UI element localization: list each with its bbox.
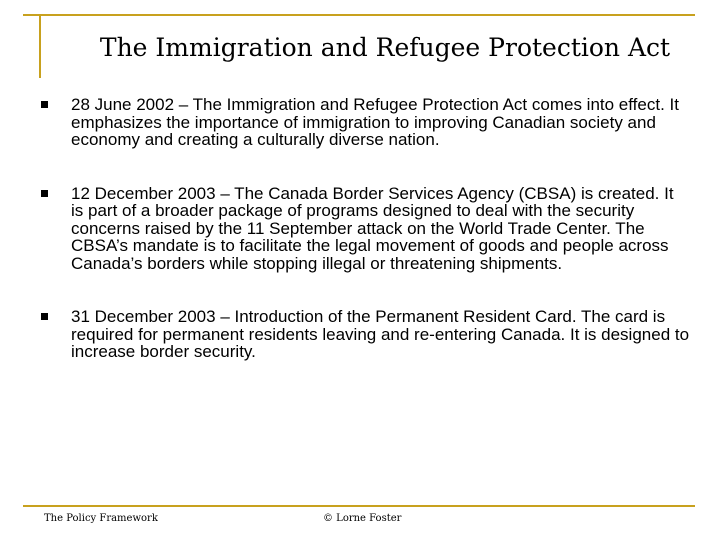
- bottom-divider: [23, 505, 695, 507]
- bullet-list: [40, 96, 690, 361]
- square-bullet-icon: [41, 313, 48, 320]
- square-bullet-icon: [41, 101, 48, 108]
- left-divider: [39, 14, 41, 78]
- slide-title: The Immigration and Refugee Protection Act: [99, 33, 671, 62]
- footer-section-title: The Policy Framework: [44, 513, 158, 524]
- bullet-text: 28 June 2002 – The Immigration and Refugee Protection Act comes into effect. It emphasizes the importance of immigration to improving Canadian society and economy and creating a culturally diverse nation.: [71, 95, 679, 149]
- bullet-item: [40, 96, 690, 149]
- top-divider: [23, 14, 695, 16]
- footer-copyright: © Lorne Foster: [323, 513, 402, 524]
- square-bullet-icon: [41, 190, 48, 197]
- bullet-text: 12 December 2003 – The Canada Border Services Agency (CBSA) is created. It is part of a broader package of programs designed to deal with the security concerns raised by the 11 September attack on the World Trade Center. The CBSA’s mandate is to facilitate the legal movement of goods and people across Canada’s borders while stopping illegal or threatening shipments.: [71, 183, 674, 273]
- bullet-item: [40, 308, 690, 361]
- bullet-item: [40, 185, 690, 273]
- bullet-text: 31 December 2003 – Introduction of the Permanent Resident Card. The card is required for permanent residents leaving and re-entering Canada. It is designed to increase border security.: [71, 307, 690, 361]
